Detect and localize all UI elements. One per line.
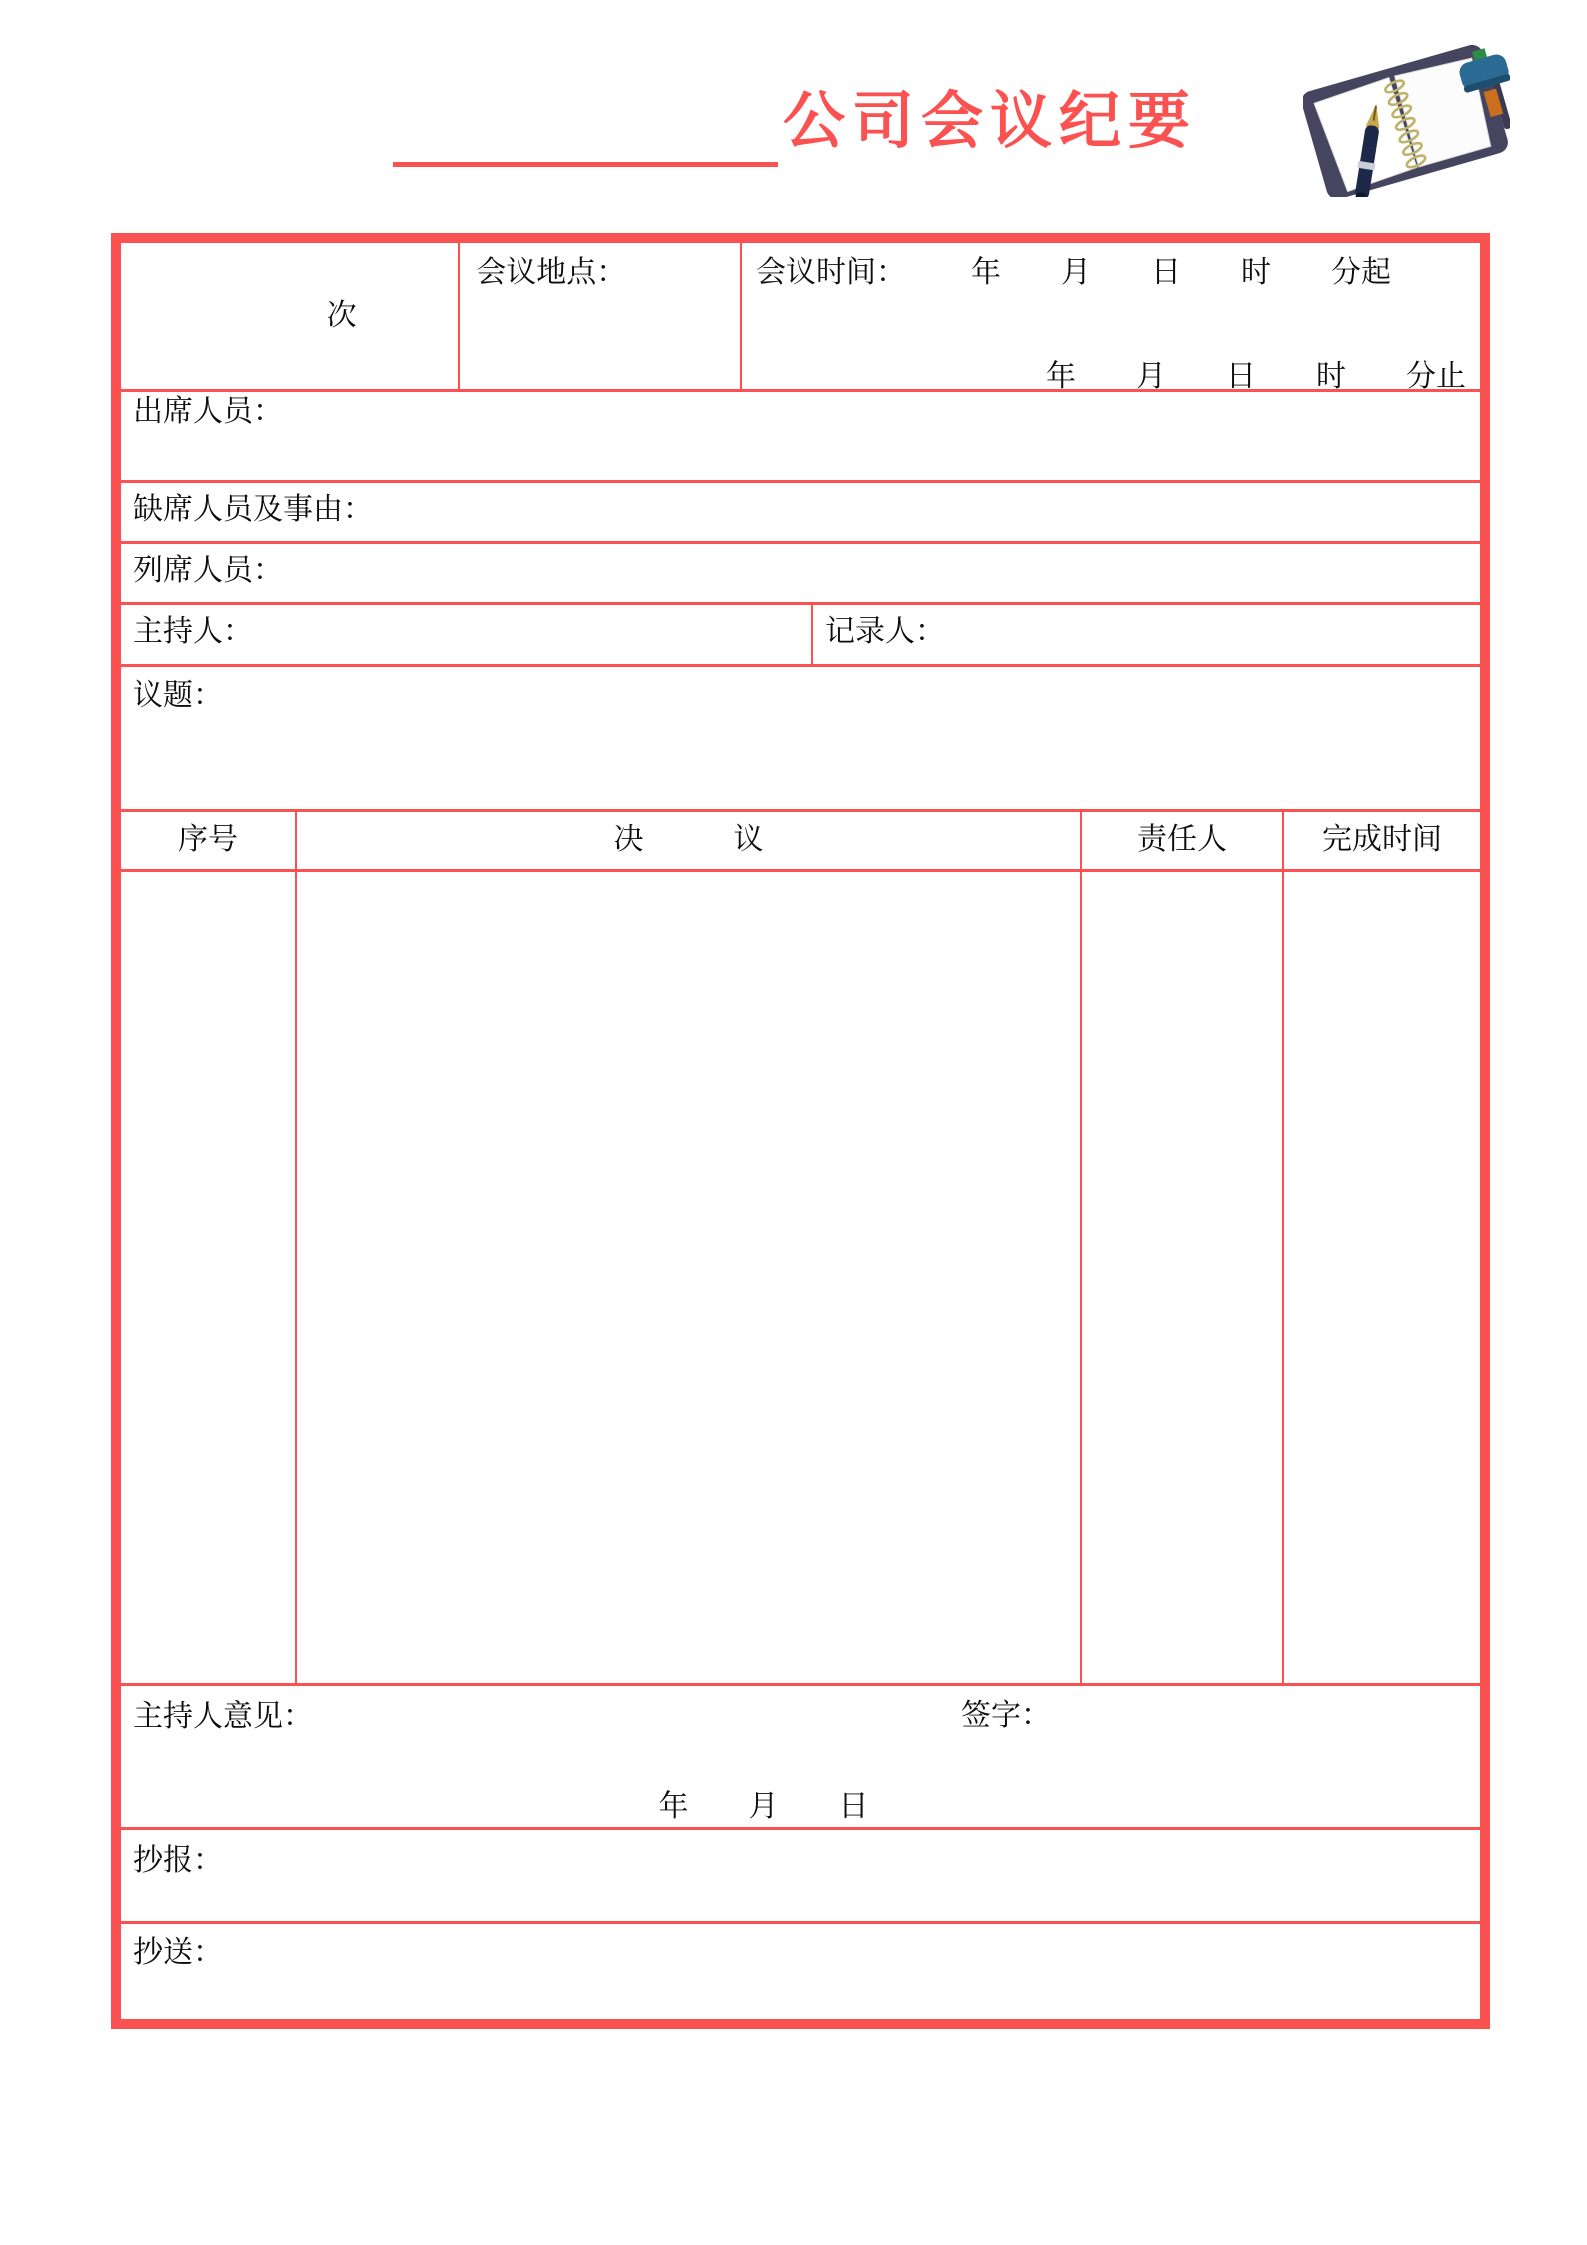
time-end-blanks: 年 月 日 时 分止 bbox=[1046, 360, 1466, 393]
resolution-number-area[interactable] bbox=[121, 872, 297, 1683]
page-title: 公司会议纪要 bbox=[783, 88, 1198, 156]
copy-send-cell[interactable] bbox=[121, 1924, 1480, 2019]
attendees-label: 出席人员： bbox=[133, 395, 283, 428]
company-name-blank-underline bbox=[393, 162, 778, 167]
copy-report-cell[interactable] bbox=[121, 1830, 1480, 1921]
col-number-label: 序号 bbox=[178, 823, 238, 857]
absent-cell[interactable] bbox=[121, 483, 1480, 541]
time-cell[interactable] bbox=[742, 243, 1480, 393]
topics-cell[interactable] bbox=[121, 667, 1480, 809]
session-count-cell[interactable] bbox=[121, 243, 460, 389]
host-opinion-cell[interactable] bbox=[121, 1686, 1480, 1827]
time-start-line bbox=[756, 256, 1466, 291]
resolution-deadline-area[interactable] bbox=[1284, 872, 1480, 1683]
row-session-location-time bbox=[121, 243, 1480, 393]
col-header-resolution bbox=[297, 812, 1082, 869]
observers-cell[interactable] bbox=[121, 544, 1480, 602]
location-label: 会议地点： bbox=[476, 256, 627, 289]
row-topics bbox=[121, 664, 1480, 809]
absent-label: 缺席人员及事由： bbox=[133, 493, 373, 526]
row-copy-report bbox=[121, 1827, 1480, 1921]
host-cell[interactable] bbox=[121, 605, 813, 664]
signature-label: 签字： bbox=[961, 1699, 1051, 1732]
col-resolution-label: 决 议 bbox=[613, 823, 764, 857]
row-host-opinion bbox=[121, 1683, 1480, 1827]
col-header-number bbox=[121, 812, 297, 869]
recorder-cell[interactable] bbox=[813, 605, 1480, 664]
host-opinion-label: 主持人意见： bbox=[133, 1700, 313, 1733]
meeting-form-table bbox=[111, 233, 1490, 2029]
col-deadline-label: 完成时间 bbox=[1322, 823, 1442, 857]
copy-report-label: 抄报： bbox=[133, 1844, 223, 1877]
resolution-header-row bbox=[121, 809, 1480, 869]
location-cell[interactable] bbox=[460, 243, 742, 389]
observers-label: 列席人员： bbox=[133, 554, 283, 587]
row-attendees bbox=[121, 389, 1480, 480]
session-suffix-label: 次 bbox=[326, 298, 357, 332]
row-observers bbox=[121, 541, 1480, 602]
row-absent bbox=[121, 480, 1480, 541]
row-copy-send bbox=[121, 1921, 1480, 2019]
resolution-body-row bbox=[121, 869, 1480, 1683]
resolution-text-area[interactable] bbox=[297, 872, 1082, 1683]
attendees-cell[interactable] bbox=[121, 392, 1480, 480]
copy-send-label: 抄送： bbox=[133, 1936, 223, 1969]
time-start-blanks: 年 月 日 时 分起 bbox=[971, 256, 1391, 289]
col-header-owner bbox=[1082, 812, 1284, 869]
col-owner-label: 责任人 bbox=[1137, 823, 1227, 857]
topics-label: 议题： bbox=[133, 679, 223, 712]
host-label: 主持人： bbox=[133, 615, 253, 648]
col-header-deadline bbox=[1284, 812, 1480, 869]
time-label: 会议时间： bbox=[756, 256, 906, 289]
notebook-pen-icon bbox=[1303, 35, 1510, 197]
date-blank-line: 年 月 日 bbox=[658, 1790, 869, 1823]
row-host-recorder bbox=[121, 602, 1480, 664]
recorder-label: 记录人： bbox=[825, 615, 945, 648]
resolution-owner-area[interactable] bbox=[1082, 872, 1284, 1683]
